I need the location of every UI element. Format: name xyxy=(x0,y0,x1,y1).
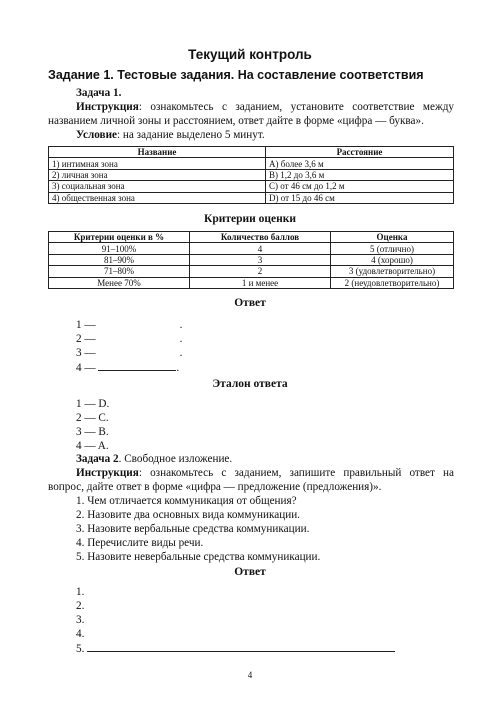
zones-table xyxy=(48,146,454,204)
criteria-points: 2 xyxy=(190,266,331,277)
task2-instruction-label: Инструкция xyxy=(76,467,139,479)
criteria-header-grade: Оценка xyxy=(331,232,454,243)
page-number: 4 xyxy=(247,670,253,680)
zone-distance: B) 1,2 до 3,6 м xyxy=(266,169,454,180)
criteria-points: 1 и менее xyxy=(190,277,331,288)
answer1-line xyxy=(76,346,182,360)
criteria-percent: 91–100% xyxy=(49,243,190,254)
task2-question: 5. Назовите невербальные средства коммуникации. xyxy=(76,551,321,563)
criteria-header-points: Количество баллов xyxy=(190,232,331,243)
task1-instruction-label: Инструкция xyxy=(76,101,139,113)
answer-blank-line xyxy=(87,641,395,652)
answer1-line xyxy=(76,318,182,332)
zones-table-header xyxy=(49,147,454,158)
task2-instruction xyxy=(48,466,454,494)
zone-name: 2) личная зона xyxy=(49,169,266,180)
criteria-table xyxy=(48,231,454,289)
task2-question: 2. Назовите два основных вида коммуникации. xyxy=(76,509,300,521)
answer1-line-dot: . xyxy=(179,333,183,345)
task1-condition xyxy=(76,128,265,142)
task1-instruction-text: : ознакомьтесь с заданием, установите соответствие между названием личной зоны и расстоянием, ответ дайте в форме «цифра — буква». xyxy=(48,101,454,127)
task1-instruction xyxy=(48,100,454,128)
criteria-percent: Менее 70% xyxy=(49,277,190,288)
answer2-line-label: 5. xyxy=(76,643,85,655)
answer1-line xyxy=(76,360,179,375)
criteria-grade: 5 (отлично) xyxy=(331,243,454,254)
table-row xyxy=(49,254,454,265)
reference-line: 1 — D. xyxy=(76,398,110,410)
task1-condition-text: : на задание выделено 5 минут. xyxy=(117,129,265,141)
zone-distance: A) более 3,6 м xyxy=(266,158,454,169)
reference-line: 4 — A. xyxy=(76,440,109,452)
answer1-title: Ответ xyxy=(234,297,266,309)
answer2-line: 2. xyxy=(76,600,85,612)
answer2-title: Ответ xyxy=(234,566,266,578)
zone-distance: C) от 46 см до 1,2 м xyxy=(266,181,454,192)
answer1-line-dot: . xyxy=(179,319,183,331)
criteria-points: 4 xyxy=(190,243,331,254)
answer1-line-dot: . xyxy=(176,362,180,374)
zone-name: 3) социальная зона xyxy=(49,181,266,192)
reference-title: Эталон ответа xyxy=(212,378,288,390)
reference-line: 3 — B. xyxy=(76,426,109,438)
task1-heading: Задача 1. xyxy=(76,87,122,99)
answer1-line-label: 4 — xyxy=(76,362,96,374)
criteria-title: Критерии оценки xyxy=(204,213,296,225)
answer1-line-label: 3 — xyxy=(76,347,96,359)
task2-question: 1. Чем отличается коммуникация от общения? xyxy=(76,495,297,507)
criteria-grade: 2 (неудовлетворительно) xyxy=(331,277,454,288)
answer1-line xyxy=(76,332,182,346)
table-row xyxy=(49,181,454,192)
criteria-header-percent: Критерии оценки в % xyxy=(49,232,190,243)
zone-distance: D) от 15 до 46 см xyxy=(266,192,454,203)
task2-question: 3. Назовите вербальные средства коммуникации. xyxy=(76,523,310,535)
criteria-percent: 81–90% xyxy=(49,254,190,265)
criteria-points: 3 xyxy=(190,254,331,265)
zone-name: 4) общественная зона xyxy=(49,192,266,203)
answer2-line: 4. xyxy=(76,628,85,640)
page-title: Текущий контроль xyxy=(188,47,312,62)
answer-blank-line xyxy=(98,360,176,371)
task2-heading-label: Задача 2 xyxy=(76,453,119,465)
answer1-line-dot: . xyxy=(179,347,183,359)
section-title: Задание 1. Тестовые задания. На составление соответствия xyxy=(48,68,424,82)
criteria-grade: 3 (удовлетворительно) xyxy=(331,266,454,277)
criteria-grade: 4 (хорошо) xyxy=(331,254,454,265)
answer1-line-label: 2 — xyxy=(76,333,96,345)
task2-instruction-text: : ознакомьтесь с заданием, запишите правильный ответ на вопрос, дайте ответ в форме «цифра — предложение (предложения)». xyxy=(48,467,454,493)
answer2-line: 3. xyxy=(76,614,85,626)
criteria-percent: 71–80% xyxy=(49,266,190,277)
table-row xyxy=(49,192,454,203)
zones-header-name: Название xyxy=(49,147,266,158)
answer2-line: 1. xyxy=(76,586,85,598)
answer2-line xyxy=(76,641,395,656)
table-row xyxy=(49,243,454,254)
zone-name: 1) интимная зона xyxy=(49,158,266,169)
criteria-table-header xyxy=(49,232,454,243)
zones-header-distance: Расстояние xyxy=(266,147,454,158)
reference-line: 2 — C. xyxy=(76,412,109,424)
task1-condition-label: Условие xyxy=(76,129,118,141)
task2-heading-rest: . Свободное изложение. xyxy=(118,453,233,465)
table-row xyxy=(49,158,454,169)
table-row xyxy=(49,169,454,180)
table-row xyxy=(49,266,454,277)
table-row xyxy=(49,277,454,288)
task2-question: 4. Перечислите виды речи. xyxy=(76,537,204,549)
answer1-line-label: 1 — xyxy=(76,319,96,331)
task2-heading xyxy=(76,452,232,466)
